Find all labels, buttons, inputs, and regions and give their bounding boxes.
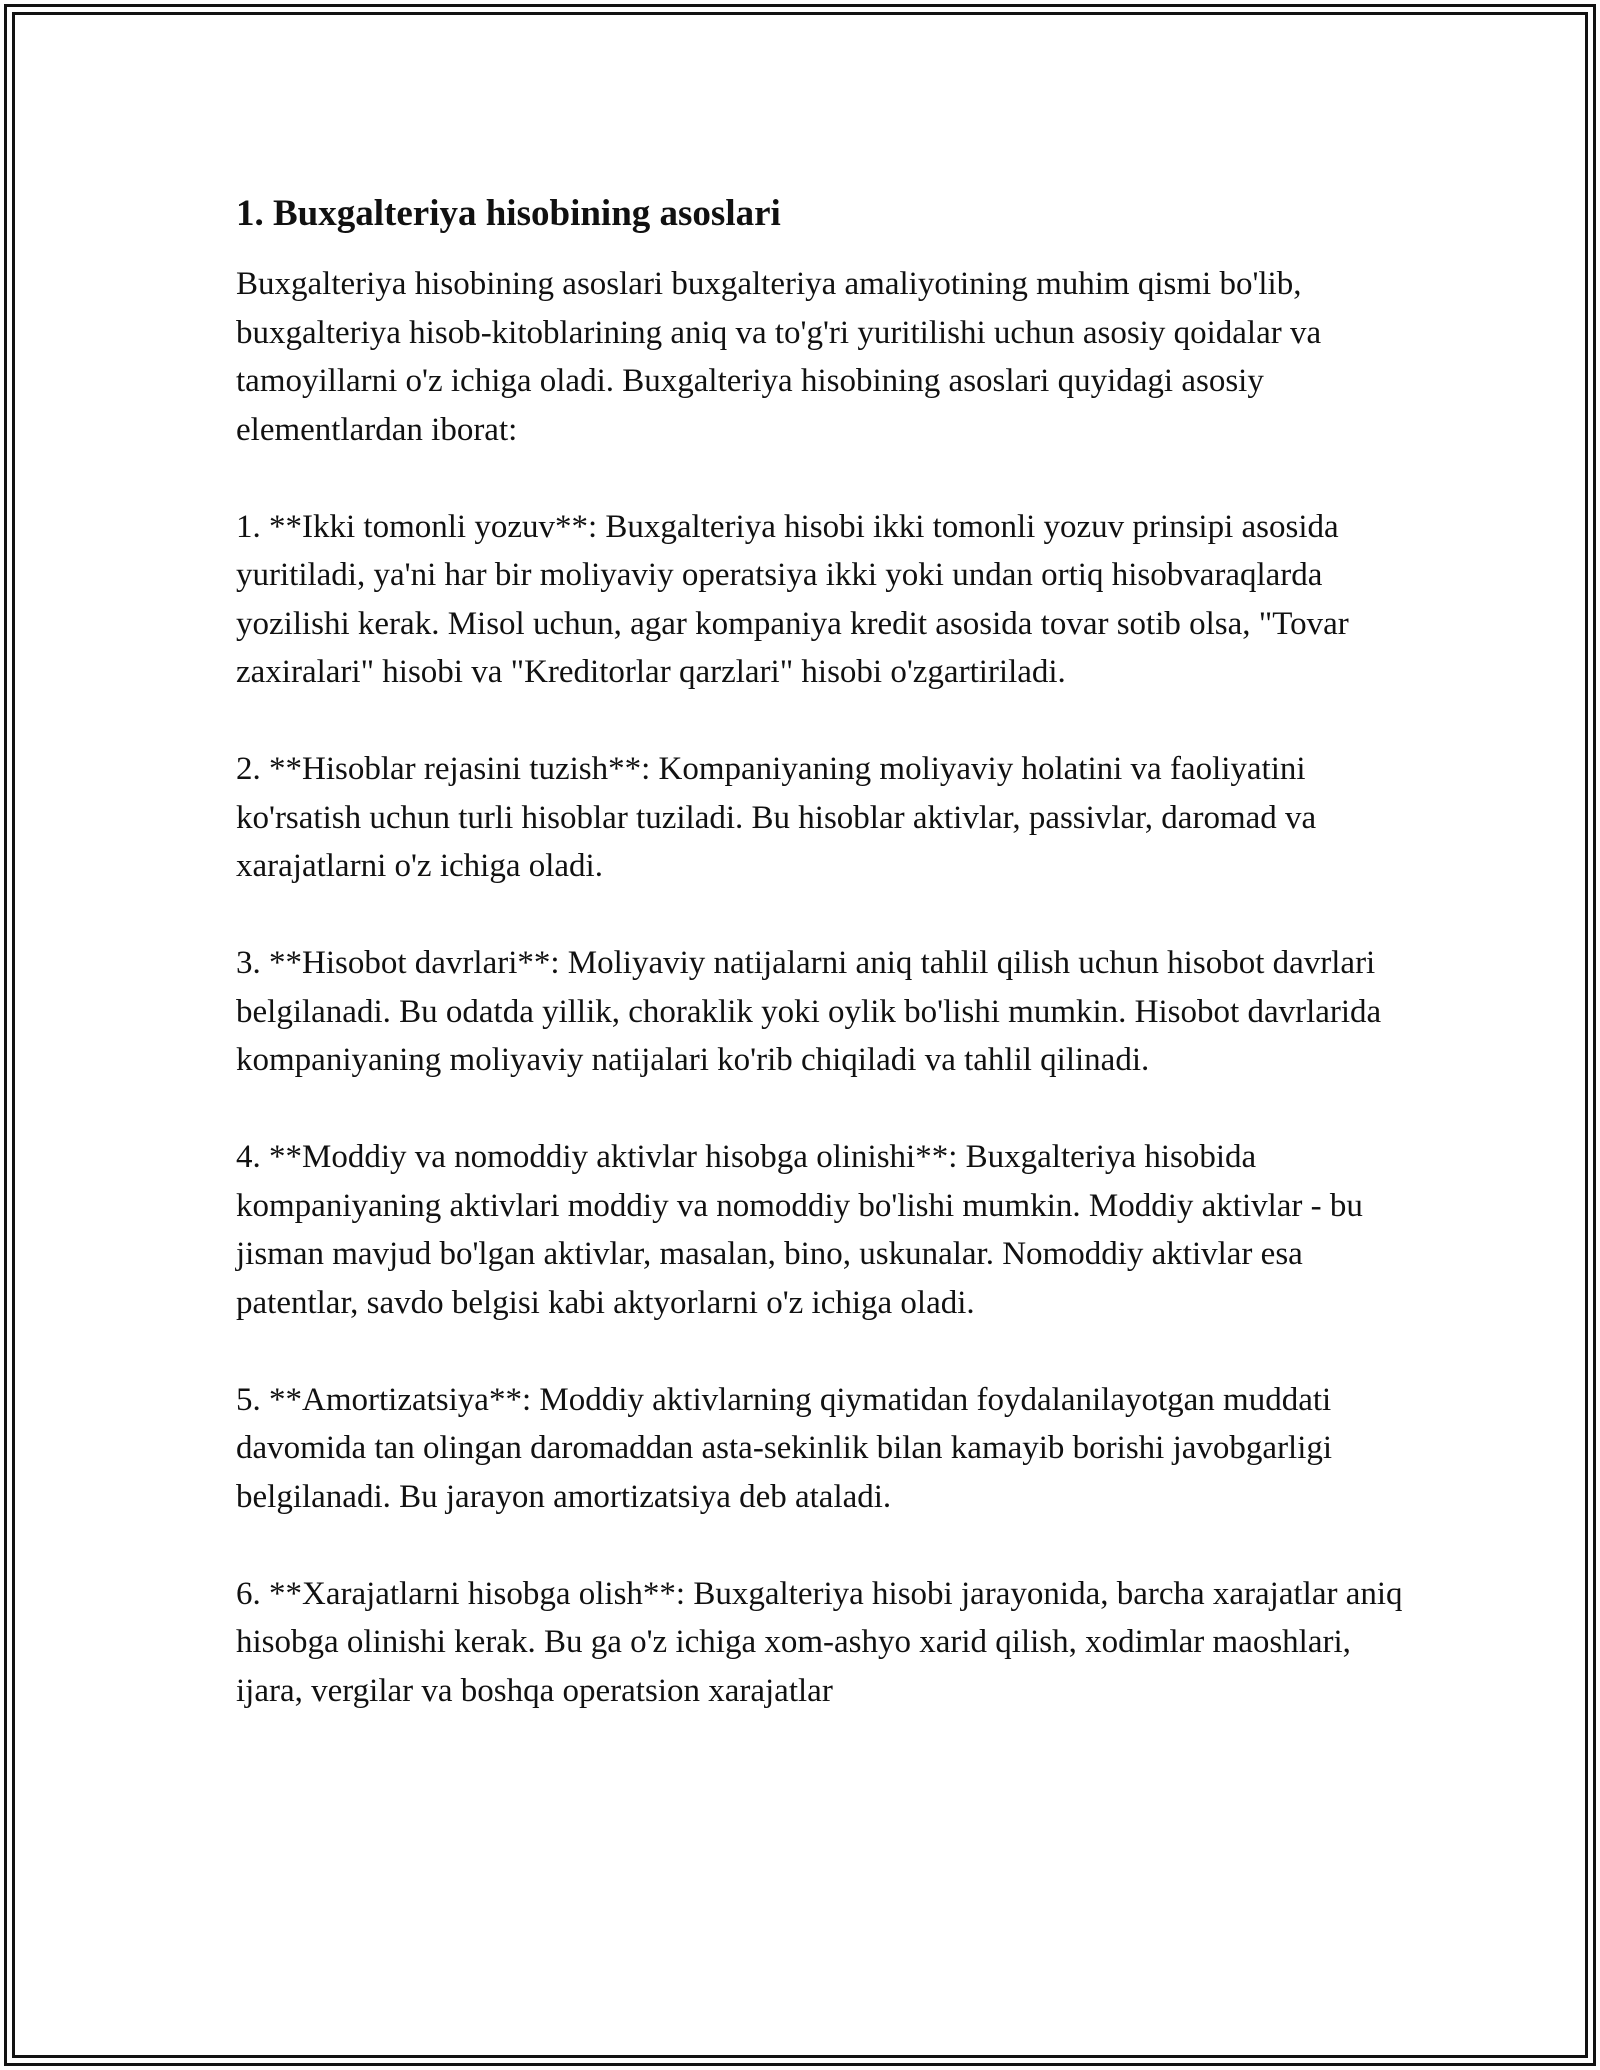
list-item-reporting-periods: 3. **Hisobot davrlari**: Moliyaviy natijalarni aniq tahlil qilish uchun hisobot davrlari belgilanadi. Bu odatda yillik, choraklik yoki oylik bo'lishi mumkin. Hisobot davrlarida kompaniyaning moliyaviy natijalari ko'rib chiqiladi va tahlil qilinadi.	[236, 945, 1382, 1078]
document-body	[236, 186, 1406, 1715]
list-item-chart-of-accounts: 2. **Hisoblar rejasini tuzish**: Kompaniyaning moliyaviy holatini va faoliyatini ko'rsatish uchun turli hisoblar tuziladi. Bu hisoblar aktivlar, passivlar, daromad va xarajatlarni o'z ichiga oladi.	[236, 751, 1317, 884]
section-title: 1. Buxgalteriya hisobining asoslari	[236, 193, 781, 234]
intro-paragraph: Buxgalteriya hisobining asoslari buxgalteriya amaliyotining muhim qismi bo'lib, buxgalteriya hisob-kitoblarining aniq va to'g'ri yuritilishi uchun asosiy qoidalar va tamoyillarni o'z ichiga oladi. Buxgalteriya hisobining asoslari quyidagi asosiy elementlardan iborat:	[236, 266, 1322, 448]
list-item-assets: 4. **Moddiy va nomoddiy aktivlar hisobga olinishi**: Buxgalteriya hisobida kompaniyaning aktivlari moddiy va nomoddiy bo'lishi mumkin. Moddiy aktivlar - bu jisman mavjud bo'lgan aktivlar, masalan, bino, uskunalar. Nomoddiy aktivlar esa patentlar, savdo belgisi kabi aktyorlarni o'z ichiga oladi.	[236, 1139, 1363, 1321]
list-item-expenses: 6. **Xarajatlarni hisobga olish**: Buxgalteriya hisobi jarayonida, barcha xarajatlar aniq hisobga olinishi kerak. Bu ga o'z ichiga xom-ashyo xarid qilish, xodimlar maoshlari, ijara, vergilar va boshqa operatsion xarajatlar	[236, 1575, 1403, 1709]
list-item-double-entry: 1. **Ikki tomonli yozuv**: Buxgalteriya hisobi ikki tomonli yozuv prinsipi asosida yuritiladi, ya'ni har bir moliyaviy operatsiya ikki yoki undan ortiq hisobvaraqlarda yozilishi kerak. Misol uchun, agar kompaniya kredit asosida tovar sotib olsa, "Tovar zaxiralari" hisobi va "Kreditorlar qarzlari" hisobi o'zgartiriladi.	[236, 508, 1349, 690]
list-item-amortization: 5. **Amortizatsiya**: Moddiy aktivlarning qiymatidan foydalanilayotgan muddati davomida tan olingan daromaddan asta-sekinlik bilan kamayib borishi javobgarligi belgilanadi. Bu jarayon amortizatsiya deb ataladi.	[236, 1381, 1333, 1515]
